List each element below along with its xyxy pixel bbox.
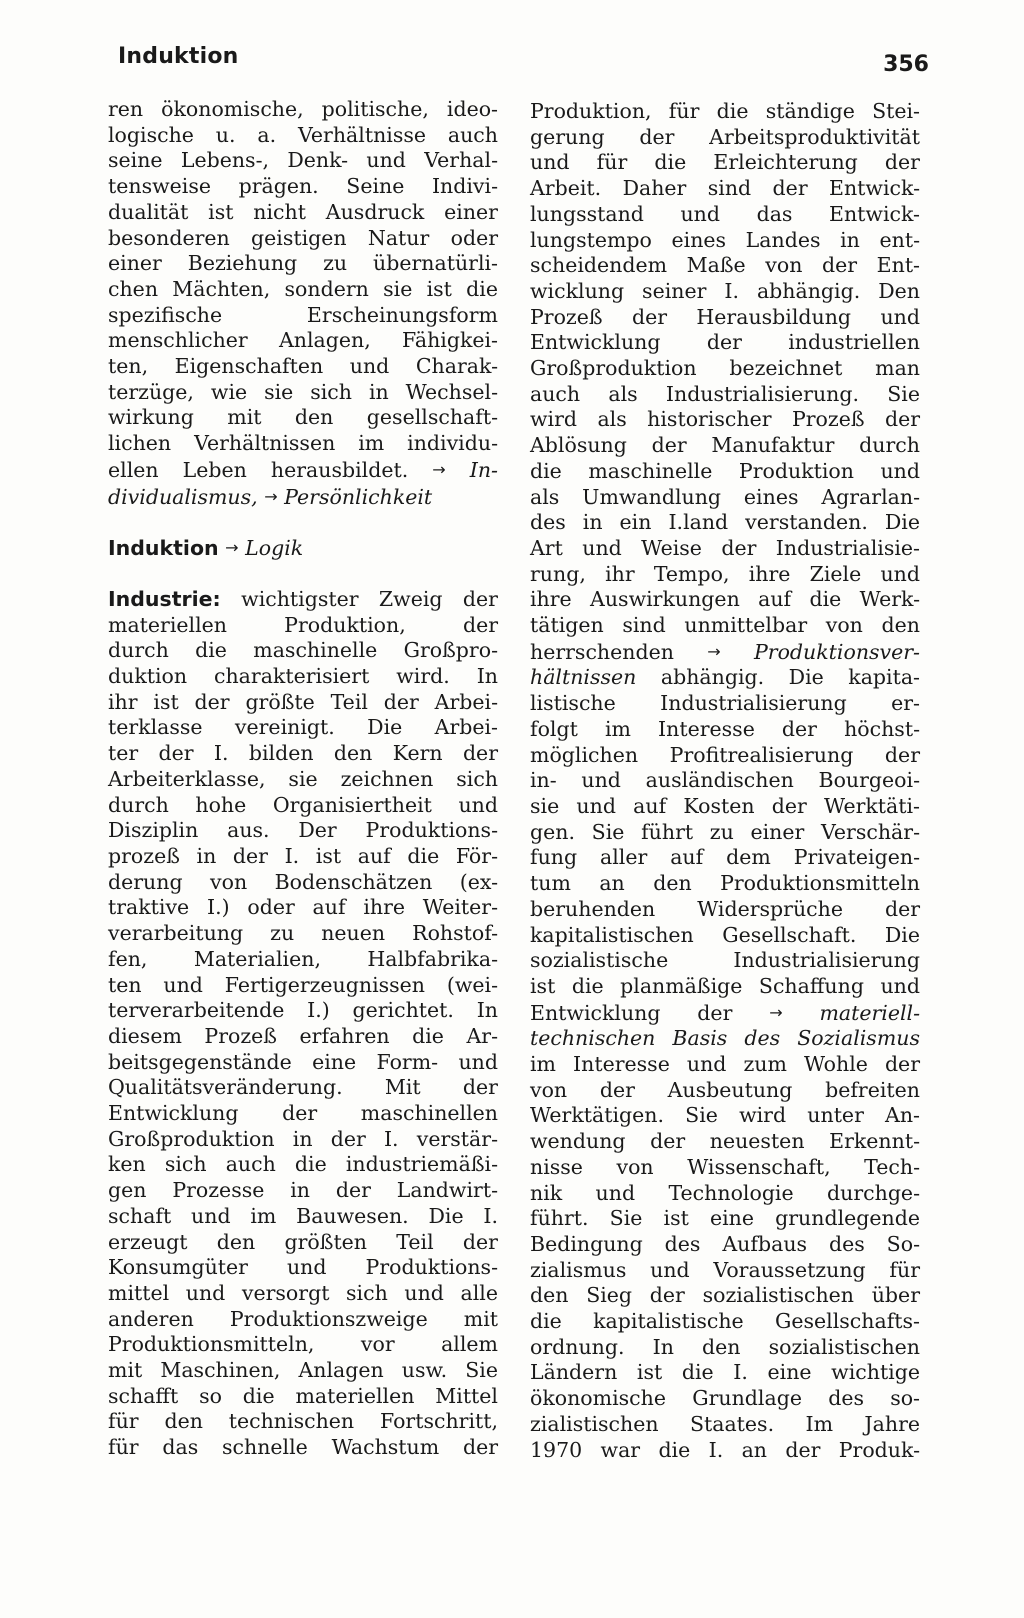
text-line: durch hohe Organisiertheit und — [108, 792, 498, 817]
text-line: tum an den Produktionsmitteln — [530, 871, 920, 896]
text-line: Produktion, für die ständige Stei- — [530, 99, 920, 123]
text-line: Disziplin aus. Der Produktions- — [108, 818, 498, 843]
text-line: Prozeß der Herausbildung und — [530, 304, 920, 329]
text-line: Produktionsmitteln, vor allem — [108, 1332, 498, 1357]
text-line: tätigen sind unmittelbar von den — [530, 613, 920, 638]
text-line: ten und Fertigerzeugnissen (wei- — [108, 972, 498, 997]
text-line: 1970 war die I. an der Produk- — [530, 1437, 920, 1462]
text-fragment: ellen Leben herausbildet. — [108, 457, 409, 482]
text-line: chen Mächten, sondern sie ist die — [108, 276, 498, 301]
text-line: seine Lebens-, Denk- und Verhal- — [108, 148, 498, 173]
text-line: spezifische Erscheinungsform — [108, 302, 498, 327]
text-line: schafft so die materiellen Mittel — [108, 1383, 498, 1408]
text-line: sozialistische Industrialisierung — [530, 948, 920, 973]
text-line — [530, 1000, 920, 1027]
text-line: kapitalistischen Gesellschaft. Die — [530, 922, 920, 947]
text-line — [530, 1026, 920, 1052]
text-line: durch die maschinelle Großpro- — [108, 638, 498, 663]
text-line: Ländern ist die I. eine wichtige — [530, 1360, 920, 1385]
cross-reference-arrow-icon: → — [264, 486, 278, 506]
text-fragment: wichtigster Zweig der — [241, 586, 498, 611]
text-line: derung von Bodenschätzen (ex- — [108, 869, 498, 894]
text-line: Ablösung der Manufaktur durch — [530, 433, 920, 458]
text-line: die maschinelle Produktion und — [530, 458, 920, 483]
text-line: auch als Industrialisierung. Sie — [530, 381, 920, 406]
text-line: sie und auf Kosten der Werktäti- — [530, 793, 920, 818]
cross-reference-link[interactable]: dividualismus, — [108, 484, 258, 509]
text-line: verarbeitung zu neuen Rohstof- — [108, 921, 498, 946]
text-line: gen Prozesse in der Landwirt- — [108, 1178, 498, 1203]
cross-reference-link[interactable]: Produktionsver- — [754, 639, 920, 664]
cross-reference-link[interactable]: materiell- — [819, 1000, 920, 1025]
text-line: folgt im Interesse der höchst- — [530, 716, 920, 741]
text-line: ihr ist der größte Teil der Arbei- — [108, 689, 498, 714]
text-line: fung aller auf dem Privateigen- — [530, 845, 920, 870]
right-column — [530, 99, 920, 1463]
text-line: die kapitalistische Gesellschafts- — [530, 1309, 920, 1334]
text-line: duktion charakterisiert wird. In — [108, 664, 498, 689]
text-line: Entwicklung der industriellen — [530, 330, 920, 355]
text-line: mittel und versorgt sich und alle — [108, 1280, 498, 1305]
text-line: menschlicher Anlagen, Fähigkei- — [108, 328, 498, 353]
text-line: materiellen Produktion, der — [108, 612, 498, 637]
text-line: mit Maschinen, Anlagen usw. Sie — [108, 1358, 498, 1383]
text-line: Entwicklung der maschinellen — [108, 1101, 498, 1126]
text-line: möglichen Profitrealisierung der — [530, 742, 920, 767]
cross-reference-arrow-icon: → — [225, 538, 239, 558]
entry-spacer — [108, 562, 498, 587]
text-line: ordnung. In den sozialistischen — [530, 1334, 920, 1359]
text-line: des in ein I.land verstanden. Die — [530, 510, 920, 535]
cross-reference-link[interactable]: Logik — [245, 536, 304, 561]
cross-reference-arrow-icon: → — [769, 1002, 783, 1022]
text-line: logische u. a. Verhältnisse auch — [108, 122, 498, 147]
text-line: Qualitätsveränderung. Mit der — [108, 1075, 498, 1100]
text-line: Art und Weise der Industrialisie- — [530, 535, 920, 560]
text-line: zialistischen Staates. Im Jahre — [530, 1411, 920, 1436]
text-line: rung, ihr Tempo, ihre Ziele und — [530, 561, 920, 586]
entry-headword: Industrie: — [108, 586, 221, 611]
text-line: erzeugt den größten Teil der — [108, 1229, 498, 1254]
cross-reference-arrow-icon: → — [432, 459, 446, 479]
text-line: prozeß in der I. ist auf die För- — [108, 843, 498, 868]
text-line: terklasse vereinigt. Die Arbei- — [108, 715, 498, 740]
text-line: Bedingung des Aufbaus des So- — [530, 1231, 920, 1256]
text-line: terverarbeitende I.) gerichtet. In — [108, 998, 498, 1023]
text-line: gen. Sie führt zu einer Verschär- — [530, 819, 920, 844]
text-line: einer Beziehung zu übernatürli- — [108, 251, 498, 276]
text-line: nik und Technologie durchge- — [530, 1180, 920, 1205]
text-line — [530, 639, 920, 666]
text-line: zialismus und Voraussetzung für — [530, 1257, 920, 1282]
text-line: listische Industrialisierung er- — [530, 691, 920, 716]
text-fragment: herrschenden — [530, 639, 674, 664]
text-line: traktive I.) oder auf ihre Weiter- — [108, 895, 498, 920]
cross-reference-link[interactable]: Persönlichkeit — [284, 484, 433, 509]
text-line: Konsumgüter und Produktions- — [108, 1255, 498, 1280]
text-line: ren ökonomische, politische, ideo- — [108, 97, 498, 121]
text-line: terzüge, wie sie sich in Wechsel- — [108, 379, 498, 404]
text-fragment: abhängig. Die kapita- — [660, 665, 920, 690]
running-head: Induktion — [118, 44, 239, 69]
text-line: führt. Sie ist eine grundlegende — [530, 1206, 920, 1231]
text-line: lungstempo eines Landes in ent- — [530, 227, 920, 252]
entry-induktion — [108, 535, 498, 562]
text-line: diesem Prozeß erfahren die Ar- — [108, 1023, 498, 1048]
text-line: für den technischen Fortschritt, — [108, 1409, 498, 1434]
text-line: ten, Eigenschaften und Charak- — [108, 354, 498, 379]
text-line: Großproduktion bezeichnet man — [530, 356, 920, 381]
text-line: tensweise prägen. Seine Indivi- — [108, 174, 498, 199]
text-line: in- und ausländischen Bourgeoi- — [530, 768, 920, 793]
text-line: nisse von Wissenschaft, Tech- — [530, 1154, 920, 1179]
text-fragment: Entwicklung der — [530, 1000, 733, 1025]
text-line: schaft und im Bauwesen. Die I. — [108, 1203, 498, 1228]
text-line: und für die Erleichterung der — [530, 150, 920, 175]
text-line: wicklung seiner I. abhängig. Den — [530, 278, 920, 303]
text-line: fen, Materialien, Halbfabrika- — [108, 946, 498, 971]
text-line: für das schnelle Wachstum der — [108, 1435, 498, 1460]
entry-headword: Induktion — [108, 536, 219, 561]
text-line: als Umwandlung eines Agrarlan- — [530, 484, 920, 509]
text-line: ist die planmäßige Schaffung und — [530, 973, 920, 998]
text-line: wendung der neuesten Erkennt- — [530, 1129, 920, 1154]
text-line: gerung der Arbeitsproduktivität — [530, 124, 920, 149]
text-line: ter der I. bilden den Kern der — [108, 741, 498, 766]
cross-reference-arrow-icon: → — [707, 641, 721, 661]
text-line: Arbeit. Daher sind der Entwick- — [530, 176, 920, 201]
text-line: beruhenden Widersprüche der — [530, 896, 920, 921]
text-line: ökonomische Grundlage des so- — [530, 1386, 920, 1411]
text-line: lichen Verhältnissen im individu- — [108, 431, 498, 456]
cross-reference-link[interactable]: technischen Basis des Sozialismus — [530, 1026, 920, 1051]
text-line — [108, 484, 498, 511]
text-line: den Sieg der sozialistischen über — [530, 1283, 920, 1308]
text-line: scheidendem Maße von der Ent- — [530, 253, 920, 278]
text-line: Großproduktion in der I. verstär- — [108, 1126, 498, 1151]
text-line: im Interesse und zum Wohle der — [530, 1052, 920, 1077]
text-line — [108, 457, 498, 484]
cross-reference-link[interactable]: In- — [469, 457, 498, 482]
text-line: ihre Auswirkungen auf die Werk- — [530, 587, 920, 612]
text-line: beitsgegenstände eine Form- und — [108, 1049, 498, 1074]
entry-spacer — [108, 510, 498, 535]
left-column — [108, 97, 498, 1461]
text-line: dualität ist nicht Ausdruck einer — [108, 199, 498, 224]
text-line: Arbeiterklasse, sie zeichnen sich — [108, 766, 498, 791]
cross-reference-link[interactable]: hältnissen — [530, 665, 637, 690]
text-line: besonderen geistigen Natur oder — [108, 225, 498, 250]
text-line: von der Ausbeutung befreiten — [530, 1077, 920, 1102]
text-line: anderen Produktionszweige mit — [108, 1306, 498, 1331]
text-line — [530, 665, 920, 691]
text-line: wirkung mit den gesellschaft- — [108, 405, 498, 430]
text-line: lungsstand und das Entwick- — [530, 201, 920, 226]
text-line: wird als historischer Prozeß der — [530, 407, 920, 432]
entry-industrie-first-line — [108, 587, 498, 613]
text-line: ken sich auch die industriemäßi- — [108, 1152, 498, 1177]
text-line: Werktätigen. Sie wird unter An- — [530, 1103, 920, 1128]
page-number: 356 — [883, 52, 929, 77]
